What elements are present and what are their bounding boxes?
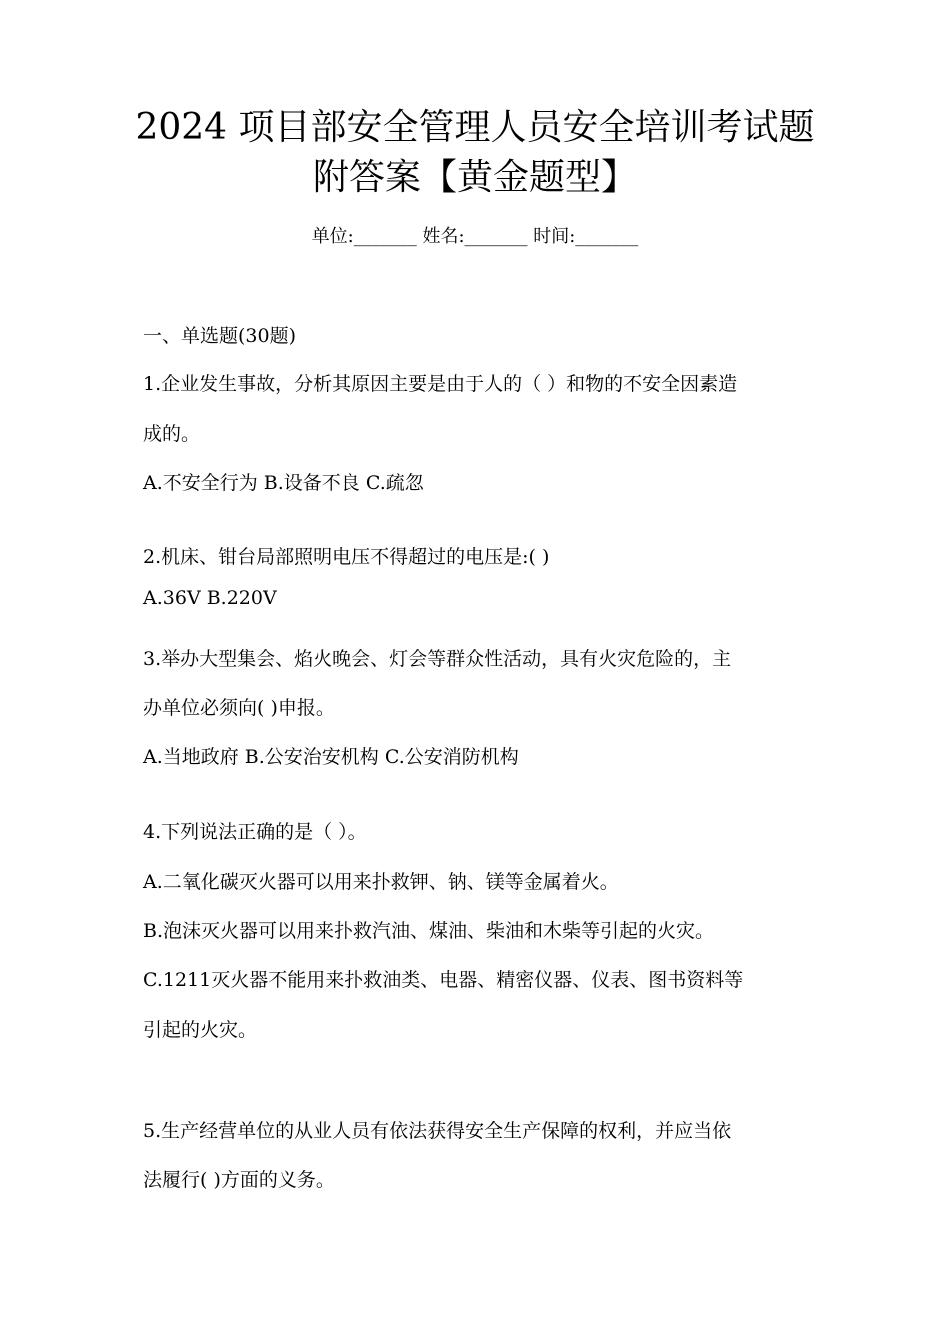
- question-3-options: A.当地政府 B.公安治安机构 C.公安消防机构: [143, 746, 519, 768]
- question-5-line-2: 法履行( )方面的义务。: [143, 1169, 335, 1191]
- question-1-options: A.不安全行为 B.设备不良 C.疏忽: [143, 472, 424, 494]
- question-4-option-c-cont: 引起的火灾。: [143, 1019, 258, 1041]
- question-4-option-a: A.二氧化碳灭火器可以用来扑救钾、钠、镁等金属着火。: [143, 871, 619, 893]
- question-2-options: A.36V B.220V: [143, 587, 277, 609]
- document-title-line-2: 附答案【黄金题型】: [312, 157, 637, 198]
- question-4-option-b: B.泡沫灭火器可以用来扑救汽油、煤油、柴油和木柴等引起的火灾。: [143, 920, 715, 942]
- exam-info-line: 单位:_______ 姓名:_______ 时间:_______: [311, 226, 639, 247]
- question-4-line-1: 4.下列说法正确的是（ ）。: [143, 821, 367, 843]
- question-4-option-c: C.1211灭火器不能用来扑救油类、电器、精密仪器、仪表、图书资料等: [143, 969, 744, 991]
- question-1-line-2: 成的。: [143, 423, 201, 445]
- section-heading: 一、单选题(30题): [143, 325, 297, 347]
- question-3-line-1: 3.举办大型集会、焰火晚会、灯会等群众性活动，具有火灾危险的，主: [143, 648, 732, 670]
- question-3-line-2: 办单位必须向( )申报。: [143, 697, 335, 719]
- question-1-line-1: 1.企业发生事故，分析其原因主要是由于人的（ ）和物的不安全因素造: [143, 373, 738, 395]
- question-2-line-1: 2.机床、钳台局部照明电压不得超过的电压是:( ): [143, 546, 550, 568]
- question-5-line-1: 5.生产经营单位的从业人员有依法获得安全生产保障的权利，并应当依: [143, 1120, 732, 1142]
- document-title-line-1: 2024 项目部安全管理人员安全培训考试题: [135, 107, 815, 148]
